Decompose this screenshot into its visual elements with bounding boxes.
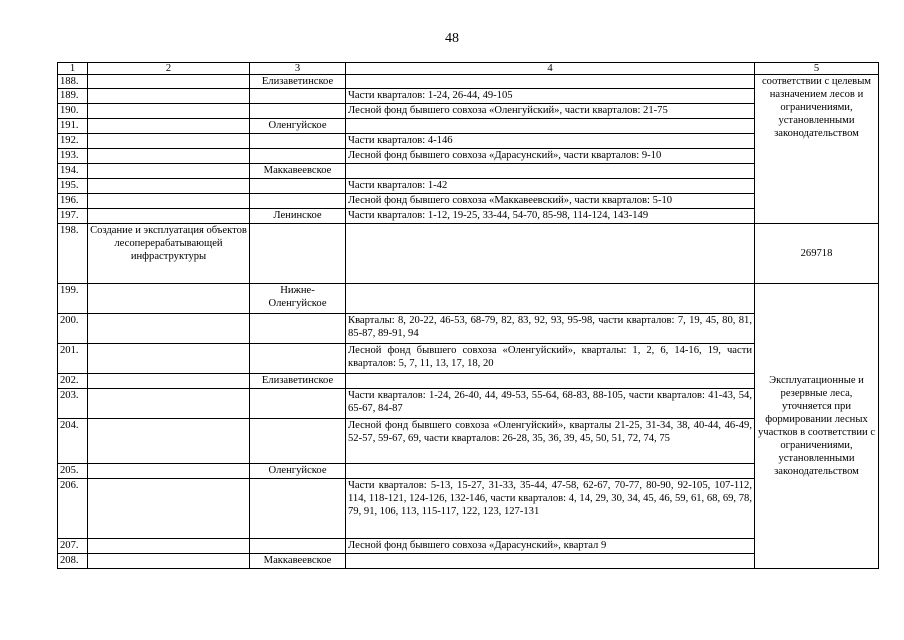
- parts-cell: [346, 119, 755, 134]
- parts-cell: Части кварталов: 1-24, 26-44, 49-105: [346, 89, 755, 104]
- forestry-cell: Оленгуйское: [250, 464, 346, 479]
- forestry-cell: [250, 344, 346, 374]
- purpose-cell: [88, 284, 250, 314]
- row-number: 195.: [58, 179, 88, 194]
- parts-cell: Лесной фонд бывшего совхоза «Дарасунский», квартал 9: [346, 539, 755, 554]
- forestry-cell: [250, 179, 346, 194]
- row-number: 207.: [58, 539, 88, 554]
- row-number: 197.: [58, 209, 88, 224]
- row-number: 205.: [58, 464, 88, 479]
- purpose-cell: [88, 554, 250, 569]
- parts-cell: Лесной фонд бывшего совхоза «Оленгуйский», кварталы 21-25, 31-34, 38, 40-44, 46-49, 52-57, 59-67, 69, части кварталов: 26-28, 35, 36, 39, 45, 50, 51, 72, 74, 75: [346, 419, 755, 464]
- page-number: 48: [445, 31, 459, 46]
- purpose-cell: [88, 464, 250, 479]
- parts-cell: [346, 224, 755, 284]
- parts-cell: Части кварталов: 1-42: [346, 179, 755, 194]
- forest-table: [57, 62, 879, 569]
- row-number: 200.: [58, 314, 88, 344]
- forestry-cell: [250, 134, 346, 149]
- purpose-cell: [88, 374, 250, 389]
- row-number: 201.: [58, 344, 88, 374]
- parts-cell: Лесной фонд бывшего совхоза «Оленгуйский», части кварталов: 21-75: [346, 104, 755, 119]
- forestry-cell: [250, 224, 346, 284]
- forestry-cell: Оленгуйское: [250, 119, 346, 134]
- parts-cell: [346, 164, 755, 179]
- purpose-cell: [88, 75, 250, 89]
- parts-cell: [346, 284, 755, 314]
- purpose-cell: [88, 389, 250, 419]
- purpose-cell: [88, 104, 250, 119]
- table-row: [58, 224, 879, 284]
- purpose-cell: [88, 134, 250, 149]
- forestry-cell: [250, 539, 346, 554]
- forestry-cell: [250, 89, 346, 104]
- forestry-cell: Елизаветинское: [250, 75, 346, 89]
- header-cell: 3: [250, 63, 346, 75]
- forestry-cell: Елизаветинское: [250, 374, 346, 389]
- purpose-cell: Создание и эксплуатация объектов лесоперерабатывающей инфраструктуры: [88, 224, 250, 284]
- purpose-cell: [88, 479, 250, 539]
- parts-cell: Части кварталов: 1-24, 26-40, 44, 49-53, 55-64, 68-83, 88-105, части кварталов: 41-43, 54, 65-67, 84-87: [346, 389, 755, 419]
- table-row: [58, 75, 879, 89]
- purpose-cell: [88, 179, 250, 194]
- row-number: 191.: [58, 119, 88, 134]
- forestry-cell: [250, 419, 346, 464]
- purpose-cell: [88, 119, 250, 134]
- row-number: 204.: [58, 419, 88, 464]
- parts-cell: Лесной фонд бывшего совхоза «Дарасунский», части кварталов: 9-10: [346, 149, 755, 164]
- parts-cell: [346, 374, 755, 389]
- forestry-cell: [250, 479, 346, 539]
- row-number: 208.: [58, 554, 88, 569]
- purpose-cell: [88, 419, 250, 464]
- row-number: 206.: [58, 479, 88, 539]
- parts-cell: [346, 554, 755, 569]
- purpose-cell: [88, 194, 250, 209]
- row-number: 196.: [58, 194, 88, 209]
- header-cell: 5: [755, 63, 879, 75]
- usage-note-cell: Эксплуатационные и резервные леса, уточняется при формировании лесных участков в соответствии с ограничениями, установленными законодательством: [755, 284, 879, 569]
- row-number: 194.: [58, 164, 88, 179]
- usage-note-cell: соответствии с целевым назначением лесов и ограничениями, установленными законодательством: [755, 75, 879, 224]
- table-row: [58, 284, 879, 314]
- forestry-cell: [250, 104, 346, 119]
- purpose-cell: [88, 539, 250, 554]
- parts-cell: Части кварталов: 5-13, 15-27, 31-33, 35-44, 47-58, 62-67, 70-77, 80-90, 92-105, 107-112, 114, 118-121, 124-126, 132-146, части кварталов: 4, 14, 29, 30, 34, 45, 46, 59, 61, 68, 69, 78, 79, 91, 106, 113, 115-117, 122, 123, 127-131: [346, 479, 755, 539]
- forestry-cell: Маккавеевское: [250, 164, 346, 179]
- header-cell: 2: [88, 63, 250, 75]
- parts-cell: [346, 464, 755, 479]
- row-number: 193.: [58, 149, 88, 164]
- forestry-cell: Маккавеевское: [250, 554, 346, 569]
- row-number: 189.: [58, 89, 88, 104]
- purpose-cell: [88, 209, 250, 224]
- parts-cell: Части кварталов: 1-12, 19-25, 33-44, 54-70, 85-98, 114-124, 143-149: [346, 209, 755, 224]
- parts-cell: Лесной фонд бывшего совхоза «Маккавеевский», части кварталов: 5-10: [346, 194, 755, 209]
- row-number: 202.: [58, 374, 88, 389]
- forestry-cell: [250, 389, 346, 419]
- parts-cell: Части кварталов: 4-146: [346, 134, 755, 149]
- row-number: 190.: [58, 104, 88, 119]
- row-number: 198.: [58, 224, 88, 284]
- forestry-cell: Нижне-Оленгуйское: [250, 284, 346, 314]
- row-number: 188.: [58, 75, 88, 89]
- purpose-cell: [88, 164, 250, 179]
- purpose-cell: [88, 314, 250, 344]
- area-value-cell: 269718: [755, 224, 879, 284]
- parts-cell: [346, 75, 755, 89]
- parts-cell: Лесной фонд бывшего совхоза «Оленгуйский», кварталы: 1, 2, 6, 14-16, 19, части кварталов: 5, 7, 11, 13, 17, 18, 20: [346, 344, 755, 374]
- purpose-cell: [88, 89, 250, 104]
- parts-cell: Кварталы: 8, 20-22, 46-53, 68-79, 82, 83, 92, 93, 95-98, части кварталов: 7, 19, 45, 80, 81, 85-87, 89-91, 94: [346, 314, 755, 344]
- header-row: [58, 63, 879, 75]
- forestry-cell: Ленинское: [250, 209, 346, 224]
- row-number: 203.: [58, 389, 88, 419]
- purpose-cell: [88, 149, 250, 164]
- forestry-cell: [250, 194, 346, 209]
- row-number: 199.: [58, 284, 88, 314]
- purpose-cell: [88, 344, 250, 374]
- header-cell: 4: [346, 63, 755, 75]
- header-cell: 1: [58, 63, 88, 75]
- forestry-cell: [250, 149, 346, 164]
- row-number: 192.: [58, 134, 88, 149]
- forestry-cell: [250, 314, 346, 344]
